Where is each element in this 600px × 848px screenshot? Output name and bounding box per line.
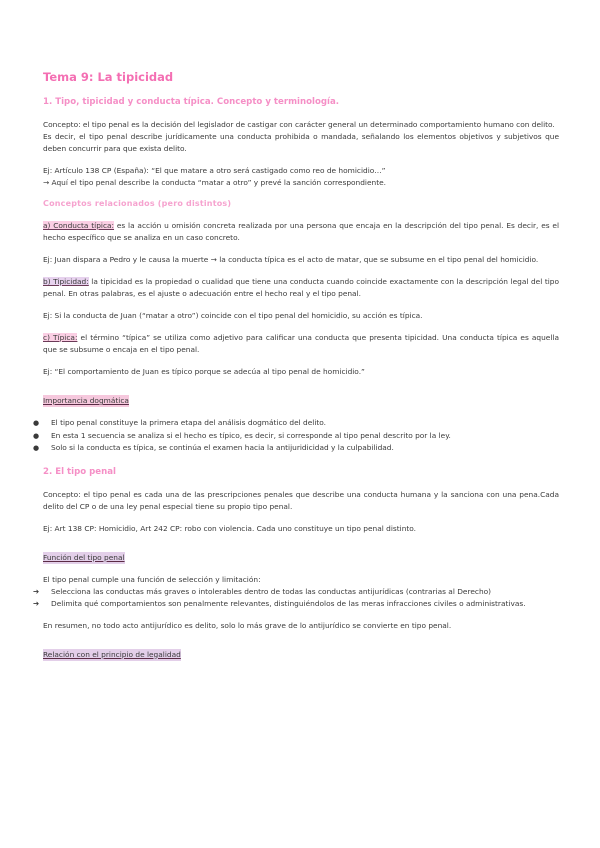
bullet-dot-icon: ● xyxy=(33,419,40,427)
related-a-text: es la acción u omisión concreta realizada por una persona que encaja en la descripción del tipo penal. Es decir, es el hecho específico que se analiza en un caso concreto. xyxy=(43,221,559,242)
legality-heading: Relación con el principio de legalidad xyxy=(43,649,181,659)
related-b-text: la tipicidad es la propiedad o cualidad que tiene una conducta cuando coincide exactamente con la descripción legal del tipo penal. En otras palabras, es el ajuste o adecuación entre el hecho real y el tipo penal. xyxy=(43,277,560,298)
related-a-label: a) Conducta típica: xyxy=(43,221,115,230)
related-b-paragraph xyxy=(43,276,559,300)
section-1-heading: 1. Tipo, tipicidad y conducta típica. Concepto y terminología. xyxy=(43,97,340,107)
section-1-concept: Concepto: el tipo penal es la decisión del legislador de castigar con carácter general un determinado comportamiento humano con delito. xyxy=(43,120,555,129)
related-a-example: Ej: Juan dispara a Pedro y le causa la muerte → la conducta típica es el acto de matar, que se subsume en el tipo penal del homicidio. xyxy=(43,255,539,264)
function-list xyxy=(33,586,559,610)
section-2-heading: 2. El tipo penal xyxy=(43,466,116,477)
list-item: ● El tipo penal constituye la primera etapa del análisis dogmático del delito. xyxy=(33,417,559,430)
document-content xyxy=(33,70,560,671)
document-title: Tema 9: La tipicidad xyxy=(43,70,174,84)
bullet-dot-icon: ● xyxy=(33,431,40,440)
section-1-example: Ej: Artículo 138 CP (España): “El que matare a otro será castigado como reo de homicidio…” xyxy=(43,166,386,175)
list-item: ➔ Selecciona las conductas más graves o intolerables dentro de todas las conductas antijurídicas (contrarias al Derecho) xyxy=(33,586,492,596)
related-c-example: Ej: “El comportamiento de Juan es típico porque se adecúa al tipo penal de homicidio.” xyxy=(43,367,365,376)
related-a-paragraph xyxy=(43,220,559,244)
related-b-label: b) Tipicidad: xyxy=(43,277,89,286)
list-item: ● En esta 1 secuencia se analiza si el hecho es típico, es decir, si corresponde al tipo penal descrito por la ley. xyxy=(33,430,559,443)
section-2-example: Ej: Art 138 CP: Homicidio, Art 242 CP: robo con violencia. Cada uno constituye un tipo penal distinto. xyxy=(43,523,417,533)
related-concepts-heading: Conceptos relacionados (pero distintos) xyxy=(43,199,232,208)
function-intro: El tipo penal cumple una función de selección y limitación: xyxy=(43,574,261,584)
importance-list xyxy=(33,417,559,455)
arrow-right-icon: ➔ xyxy=(33,598,40,608)
importance-heading: Importancia dogmática xyxy=(43,396,129,405)
related-c-text: el término “típica” se utiliza como adjetivo para calificar una conducta que presenta tipicidad. Una conducta típica es aquella que se subsume o encaja en el tipo penal. xyxy=(43,333,559,354)
section-2-concept: Concepto: el tipo penal es cada una de las prescripciones penales que describe una conducta humana y la sanciona con una pena.Cada delito del CP o de una ley penal especial tiene su propio tipo penal. xyxy=(43,489,559,511)
function-summary: En resumen, no todo acto antijurídico es delito, solo lo más grave de lo antijurídico se convierte en tipo penal. xyxy=(43,620,452,630)
list-item: ● Solo si la conducta es típica, se continúa el examen hacia la antijuridicidad y la culpabilidad. xyxy=(33,442,559,455)
list-item: ➔ Delimita qué comportamientos son penalmente relevantes, distinguiéndolos de las meras infracciones civiles o administrativas. xyxy=(33,598,526,608)
section-1-example-explanation: → Aquí el tipo penal describe la conducta “matar a otro” y prevé la sanción correspondiente. xyxy=(43,178,386,187)
bullet-dot-icon: ● xyxy=(33,444,40,452)
related-c-label: c) Típica: xyxy=(43,333,78,342)
related-b-example: Ej: Si la conducta de Juan (“matar a otro”) coincide con el tipo penal del homicidio, su acción es típica. xyxy=(43,311,423,320)
related-c-paragraph xyxy=(43,332,559,356)
arrow-right-icon: ➔ xyxy=(33,586,40,596)
function-heading: Función del tipo penal xyxy=(43,552,125,562)
section-1-concept-detail: Es decir, el tipo penal describe jurídicamente una conducta prohibida o mandada, señalando los elementos objetivos y subjetivos que deben concurrir para que exista delito. xyxy=(43,132,559,153)
